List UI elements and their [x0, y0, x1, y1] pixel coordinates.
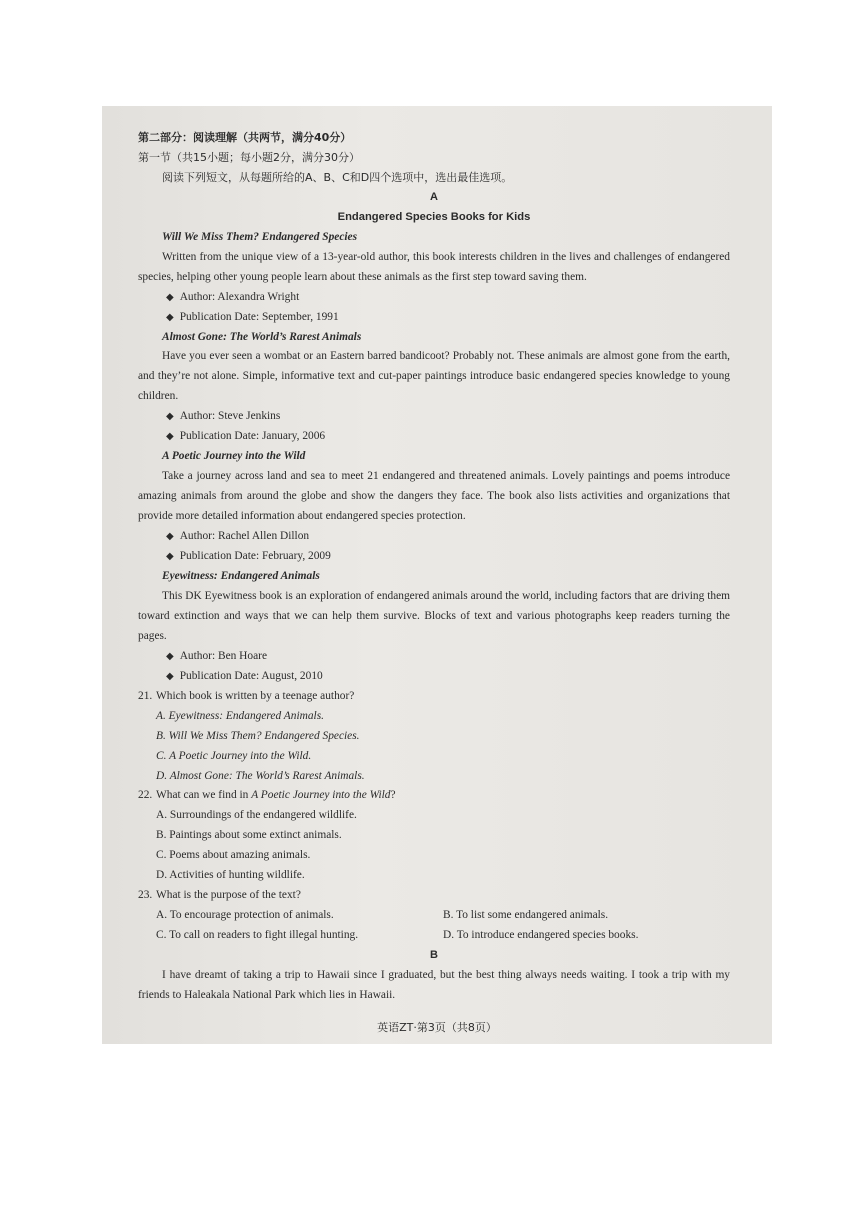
question-23-option-a: A. To encourage protection of animals. — [156, 909, 334, 922]
book-4-date-text: Publication Date: August, 2010 — [179, 669, 323, 682]
passage-a-letter: A — [430, 190, 438, 203]
book-2-description: Have you ever seen a wombat or an Eastern barred bandicoot? Probably not. These animals are almost gone from the earth, and they’re not alone. Simple, informative text and cut-paper paintings introduce basic endangered species knowledge to young children. — [138, 350, 730, 403]
book-1-author — [138, 288, 730, 308]
book-4-description: This DK Eyewitness book is an exploration of endangered animals around the world, including factors that are driving them toward extinction and ways that we can help them survive. Blocks of text and various photographs keep readers turning the pages. — [138, 589, 730, 642]
book-3-author-text: Author: Rachel Allen Dillon — [179, 530, 310, 543]
question-22-stem — [138, 786, 730, 806]
book-1-title — [138, 228, 730, 248]
question-number: 22. — [138, 789, 153, 802]
question-text: What can we find in — [156, 789, 252, 802]
book-3-date — [138, 547, 730, 567]
book-1-author-text: Author: Alexandra Wright — [179, 290, 300, 303]
question-22-option-a: A. Surroundings of the endangered wildlife. — [156, 809, 357, 822]
diamond-bullet-icon: ◆ — [166, 291, 174, 303]
diamond-bullet-icon: ◆ — [166, 551, 174, 563]
book-3-title — [138, 447, 730, 467]
instruction: 阅读下列短文，从每题所给的A、B、C和D四个选项中，选出最佳选项。 — [162, 170, 513, 184]
book-1-date — [138, 308, 730, 328]
book-4-title-sub: Endangered Animals — [220, 569, 320, 582]
question-23-option-c: C. To call on readers to fight illegal hunting. — [156, 929, 359, 942]
book-1-title-sub: Endangered Species — [261, 230, 358, 243]
passage-a-title: Endangered Species Books for Kids — [337, 210, 531, 223]
question-23-options-row-1 — [138, 906, 730, 926]
diamond-bullet-icon: ◆ — [166, 411, 174, 423]
passage-b-letter: B — [430, 949, 438, 962]
diamond-bullet-icon: ◆ — [166, 670, 174, 682]
book-1-title-sep: ? — [253, 230, 262, 243]
book-1-date-text: Publication Date: September, 1991 — [179, 310, 339, 323]
question-21-option-a: A. Eyewitness: Endangered Animals. — [156, 709, 324, 722]
question-23-option-b: B. To list some endangered animals. — [443, 909, 609, 922]
book-2-author-text: Author: Steve Jenkins — [179, 410, 281, 423]
question-21-option-b: B. Will We Miss Them? Endangered Species. — [156, 729, 360, 742]
diamond-bullet-icon: ◆ — [166, 311, 174, 323]
question-number: 23. — [138, 889, 153, 902]
book-2-title-sep: : — [223, 330, 230, 343]
question-21-option-d: D. Almost Gone: The World’s Rarest Animals. — [156, 769, 365, 782]
question-22-option-c: C. Poems about amazing animals. — [156, 849, 311, 862]
question-21-option-c: C. A Poetic Journey into the Wild. — [156, 749, 312, 762]
diamond-bullet-icon: ◆ — [166, 650, 174, 662]
question-23-stem — [138, 886, 730, 906]
section-title: 第一节（共15小题；每小题2分，满分30分） — [138, 150, 360, 164]
book-4-author — [138, 647, 730, 667]
book-4-title-main: Eyewitness — [162, 569, 214, 582]
book-1-title-main: Will We Miss Them — [162, 230, 254, 243]
diamond-bullet-icon: ◆ — [166, 531, 174, 543]
question-number: 21. — [138, 689, 153, 702]
page-footer: 英语ZT·第3页（共8页） — [377, 1021, 497, 1034]
passage-b-text: I have dreamt of taking a trip to Hawaii since I graduated, but the best thing always needs waiting. I took a trip with my friends to Haleakala National Park which lies in Hawaii. — [138, 969, 730, 1001]
question-22-option-d: D. Activities of hunting wildlife. — [156, 869, 305, 882]
book-3-author — [138, 527, 730, 547]
book-2-author — [138, 407, 730, 427]
book-3-description: Take a journey across land and sea to meet 21 endangered and threatened animals. Lovely paintings and poems introduce amazing animals from around the globe and show the dangers they face. The book also lists activities and organizations that provide more detailed information about endangered species protection. — [138, 470, 730, 523]
book-2-date — [138, 427, 730, 447]
question-text: Which book is written by a teenage author? — [156, 689, 355, 702]
question-book-title: A Poetic Journey into the Wild — [251, 789, 391, 802]
book-3-title-main: A Poetic Journey into the Wild — [162, 450, 306, 463]
diamond-bullet-icon: ◆ — [166, 431, 174, 443]
book-4-author-text: Author: Ben Hoare — [179, 649, 268, 662]
question-23-option-d: D. To introduce endangered species books. — [443, 929, 639, 942]
book-2-date-text: Publication Date: January, 2006 — [179, 430, 326, 443]
book-4-date — [138, 667, 730, 687]
book-3-date-text: Publication Date: February, 2009 — [179, 550, 331, 563]
question-21-stem — [138, 687, 730, 707]
exam-page — [102, 106, 772, 1044]
book-2-title — [138, 328, 730, 348]
book-4-title — [138, 567, 730, 587]
part-title: 第二部分：阅读理解（共两节，满分40分） — [138, 131, 352, 144]
book-1-description: Written from the unique view of a 13-year-old author, this book interests children in the lives and challenges of endangered species, helping other young people learn about these animals as the first step toward saving them. — [138, 250, 730, 283]
book-2-title-sub: The World’s Rarest Animals — [229, 330, 362, 343]
question-text: What is the purpose of the text? — [156, 889, 301, 902]
question-mark: ? — [390, 789, 396, 802]
question-22-option-b: B. Paintings about some extinct animals. — [156, 829, 342, 842]
book-2-title-main: Almost Gone — [162, 330, 224, 343]
book-4-title-sep: : — [213, 569, 221, 582]
question-23-options-row-2 — [138, 926, 730, 946]
